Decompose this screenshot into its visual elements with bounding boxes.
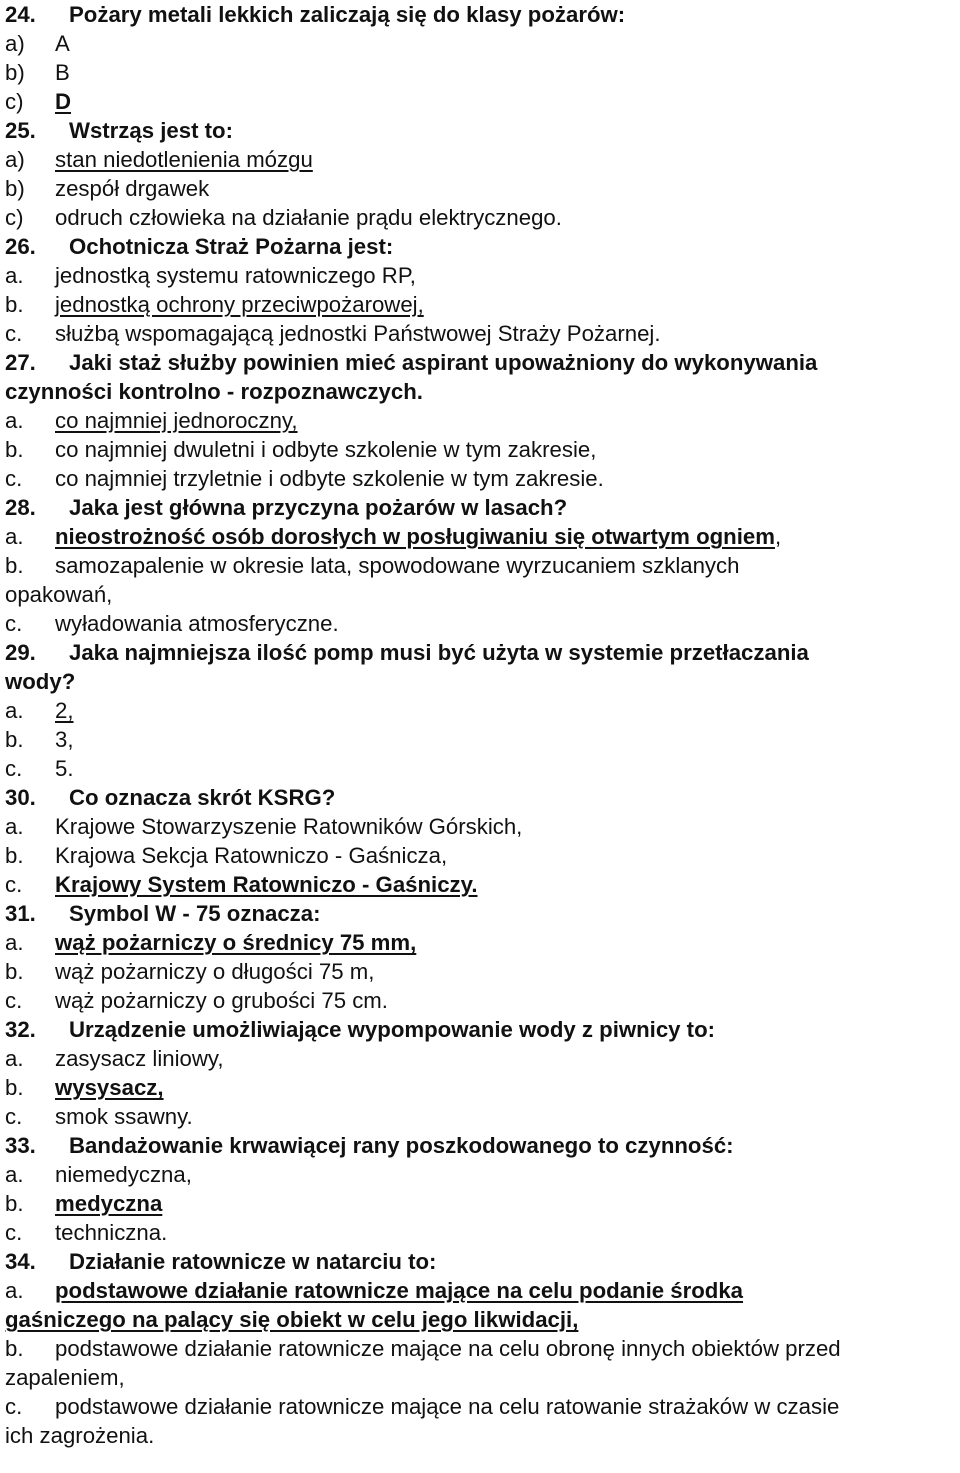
answer-letter: b): [5, 176, 25, 201]
answer-line: [5, 1421, 960, 1450]
correct-answer-text: wysysacz,: [55, 1075, 164, 1100]
question-text: Działanie ratownicze w natarciu to:: [69, 1249, 437, 1274]
question-number: 25.: [5, 118, 36, 143]
answer-letter: b.: [5, 843, 24, 868]
correct-answer-text: co najmniej jednoroczny,: [55, 408, 298, 433]
answer-letter: b.: [5, 553, 24, 578]
answer-line: [5, 1276, 960, 1305]
answer-letter: c.: [5, 988, 23, 1013]
answer-text: wąż pożarniczy o długości 75 m,: [55, 959, 375, 984]
answer-letter: c.: [5, 1394, 23, 1419]
answer-line: [5, 261, 960, 290]
answer-letter: b): [5, 60, 25, 85]
question-number: 26.: [5, 234, 36, 259]
answer-text: 5.: [55, 756, 74, 781]
answer-line: [5, 319, 960, 348]
answer-letter: b.: [5, 292, 24, 317]
correct-answer-text: Krajowy System Ratowniczo - Gaśniczy.: [55, 872, 478, 897]
answer-letter: c): [5, 205, 24, 230]
question-text: Co oznacza skrót KSRG?: [69, 785, 336, 810]
answer-text: zasysacz liniowy,: [55, 1046, 224, 1071]
question-text: wody?: [5, 669, 76, 694]
answer-letter: c.: [5, 1220, 23, 1245]
answer-letter: a.: [5, 814, 24, 839]
answer-line: [5, 522, 960, 551]
answer-letter: c.: [5, 611, 23, 636]
answer-line: [5, 203, 960, 232]
answer-text: techniczna.: [55, 1220, 168, 1245]
question-text: Jaka najmniejsza ilość pomp musi być użyta w systemie przetłaczania: [69, 640, 809, 665]
question-number: 31.: [5, 901, 36, 926]
answer-line: [5, 174, 960, 203]
answer-text: wąż pożarniczy o grubości 75 cm.: [55, 988, 388, 1013]
answer-letter: c.: [5, 321, 23, 346]
answer-line: [5, 609, 960, 638]
answer-line: [5, 58, 960, 87]
question-number: 34.: [5, 1249, 36, 1274]
correct-answer-text: gaśniczego na palący się obiekt w celu jego likwidacji,: [5, 1307, 579, 1332]
answer-letter: a): [5, 147, 25, 172]
question-line: [5, 899, 960, 928]
answer-line: [5, 464, 960, 493]
answer-line: [5, 87, 960, 116]
question-line: [5, 783, 960, 812]
answer-line: [5, 754, 960, 783]
answer-line: [5, 986, 960, 1015]
answer-text: A: [55, 31, 70, 56]
answer-line: [5, 435, 960, 464]
question-line: [5, 232, 960, 261]
question-line: [5, 667, 960, 696]
answer-letter: a.: [5, 263, 24, 288]
answer-line: [5, 812, 960, 841]
answer-line: [5, 1102, 960, 1131]
question-number: 24.: [5, 2, 36, 27]
answer-letter: c.: [5, 872, 23, 897]
answer-letter: b.: [5, 727, 24, 752]
answer-text: samozapalenie w okresie lata, spowodowane wyrzucaniem szklanych: [55, 553, 740, 578]
answer-letter: a.: [5, 930, 24, 955]
answer-line: [5, 1189, 960, 1218]
answer-text: co najmniej dwuletni i odbyte szkolenie w tym zakresie,: [55, 437, 597, 462]
question-line: [5, 1015, 960, 1044]
answer-line: [5, 551, 960, 580]
answer-letter: a.: [5, 524, 24, 549]
answer-letter: a.: [5, 698, 24, 723]
answer-line: [5, 928, 960, 957]
answer-line: [5, 1073, 960, 1102]
question-text: Jaki staż służby powinien mieć aspirant upoważniony do wykonywania: [69, 350, 818, 375]
answer-letter: a.: [5, 1162, 24, 1187]
answer-line: [5, 957, 960, 986]
question-number: 27.: [5, 350, 36, 375]
question-text: Wstrząs jest to:: [69, 118, 233, 143]
question-text: czynności kontrolno - rozpoznawczych.: [5, 379, 423, 404]
answer-suffix: ,: [774, 524, 782, 549]
question-line: [5, 116, 960, 145]
answer-line: [5, 580, 960, 609]
question-number: 32.: [5, 1017, 36, 1042]
answer-letter: b.: [5, 1075, 24, 1100]
question-text: Urządzenie umożliwiające wypompowanie wody z piwnicy to:: [69, 1017, 716, 1042]
question-line: [5, 638, 960, 667]
answer-text: zespół drgawek: [55, 176, 210, 201]
correct-answer-text: jednostką ochrony przeciwpożarowej,: [55, 292, 424, 317]
answer-letter: c): [5, 89, 24, 114]
question-line: [5, 0, 960, 29]
question-text: Bandażowanie krwawiącej rany poszkodowanego to czynność:: [69, 1133, 734, 1158]
answer-text: opakowań,: [5, 582, 113, 607]
answer-text: 3,: [55, 727, 74, 752]
answer-letter: b.: [5, 437, 24, 462]
answer-letter: b.: [5, 959, 24, 984]
answer-line: [5, 145, 960, 174]
correct-answer-text: podstawowe działanie ratownicze mające na celu podanie środka: [55, 1278, 744, 1303]
answer-text: wyładowania atmosferyczne.: [55, 611, 339, 636]
answer-letter: a.: [5, 1278, 24, 1303]
correct-answer-text: medyczna: [55, 1191, 163, 1216]
correct-answer-text: D: [55, 89, 72, 114]
question-number: 30.: [5, 785, 36, 810]
answer-text: B: [55, 60, 70, 85]
answer-letter: b.: [5, 1336, 24, 1361]
question-text: Pożary metali lekkich zaliczają się do klasy pożarów:: [69, 2, 626, 27]
answer-text: zapaleniem,: [5, 1365, 125, 1390]
question-line: [5, 377, 960, 406]
answer-letter: b.: [5, 1191, 24, 1216]
answer-line: [5, 696, 960, 725]
question-number: 28.: [5, 495, 36, 520]
answer-text: ich zagrożenia.: [5, 1423, 155, 1448]
question-number: 33.: [5, 1133, 36, 1158]
answer-text: co najmniej trzyletnie i odbyte szkolenie w tym zakresie.: [55, 466, 604, 491]
correct-answer-text: 2,: [55, 698, 74, 723]
question-number: 29.: [5, 640, 36, 665]
question-line: [5, 348, 960, 377]
answer-letter: c.: [5, 1104, 23, 1129]
answer-letter: a.: [5, 1046, 24, 1071]
answer-text: Krajowe Stowarzyszenie Ratowników Górskich,: [55, 814, 523, 839]
correct-answer-text: stan niedotlenienia mózgu: [55, 147, 313, 172]
answer-line: [5, 1044, 960, 1073]
question-line: [5, 493, 960, 522]
answer-line: [5, 1334, 960, 1363]
answer-text: Krajowa Sekcja Ratowniczo - Gaśnicza,: [55, 843, 448, 868]
answer-line: [5, 1305, 960, 1334]
correct-answer-text: nieostrożność osób dorosłych w posługiwaniu się otwartym ogniem: [55, 524, 775, 549]
question-line: [5, 1131, 960, 1160]
answer-line: [5, 1392, 960, 1421]
answer-line: [5, 1363, 960, 1392]
question-text: Jaka jest główna przyczyna pożarów w lasach?: [69, 495, 568, 520]
answer-line: [5, 1160, 960, 1189]
answer-letter: a): [5, 31, 25, 56]
question-line: [5, 1247, 960, 1276]
answer-text: niemedyczna,: [55, 1162, 192, 1187]
answer-line: [5, 870, 960, 899]
answer-line: [5, 841, 960, 870]
correct-answer-text: wąż pożarniczy o średnicy 75 mm,: [55, 930, 417, 955]
answer-line: [5, 725, 960, 754]
question-text: Symbol W - 75 oznacza:: [69, 901, 321, 926]
answer-letter: c.: [5, 466, 23, 491]
answer-text: podstawowe działanie ratownicze mające na celu ratowanie strażaków w czasie: [55, 1394, 840, 1419]
answer-text: jednostką systemu ratowniczego RP,: [55, 263, 416, 288]
answer-text: smok ssawny.: [55, 1104, 193, 1129]
answer-letter: a.: [5, 408, 24, 433]
answer-line: [5, 29, 960, 58]
answer-text: służbą wspomagającą jednostki Państwowej Straży Pożarnej.: [55, 321, 661, 346]
answer-line: [5, 406, 960, 435]
answer-text: podstawowe działanie ratownicze mające na celu obronę innych obiektów przed: [55, 1336, 841, 1361]
question-text: Ochotnicza Straż Pożarna jest:: [69, 234, 394, 259]
answer-text: odruch człowieka na działanie prądu elektrycznego.: [55, 205, 562, 230]
answer-line: [5, 290, 960, 319]
answer-letter: c.: [5, 756, 23, 781]
answer-line: [5, 1218, 960, 1247]
